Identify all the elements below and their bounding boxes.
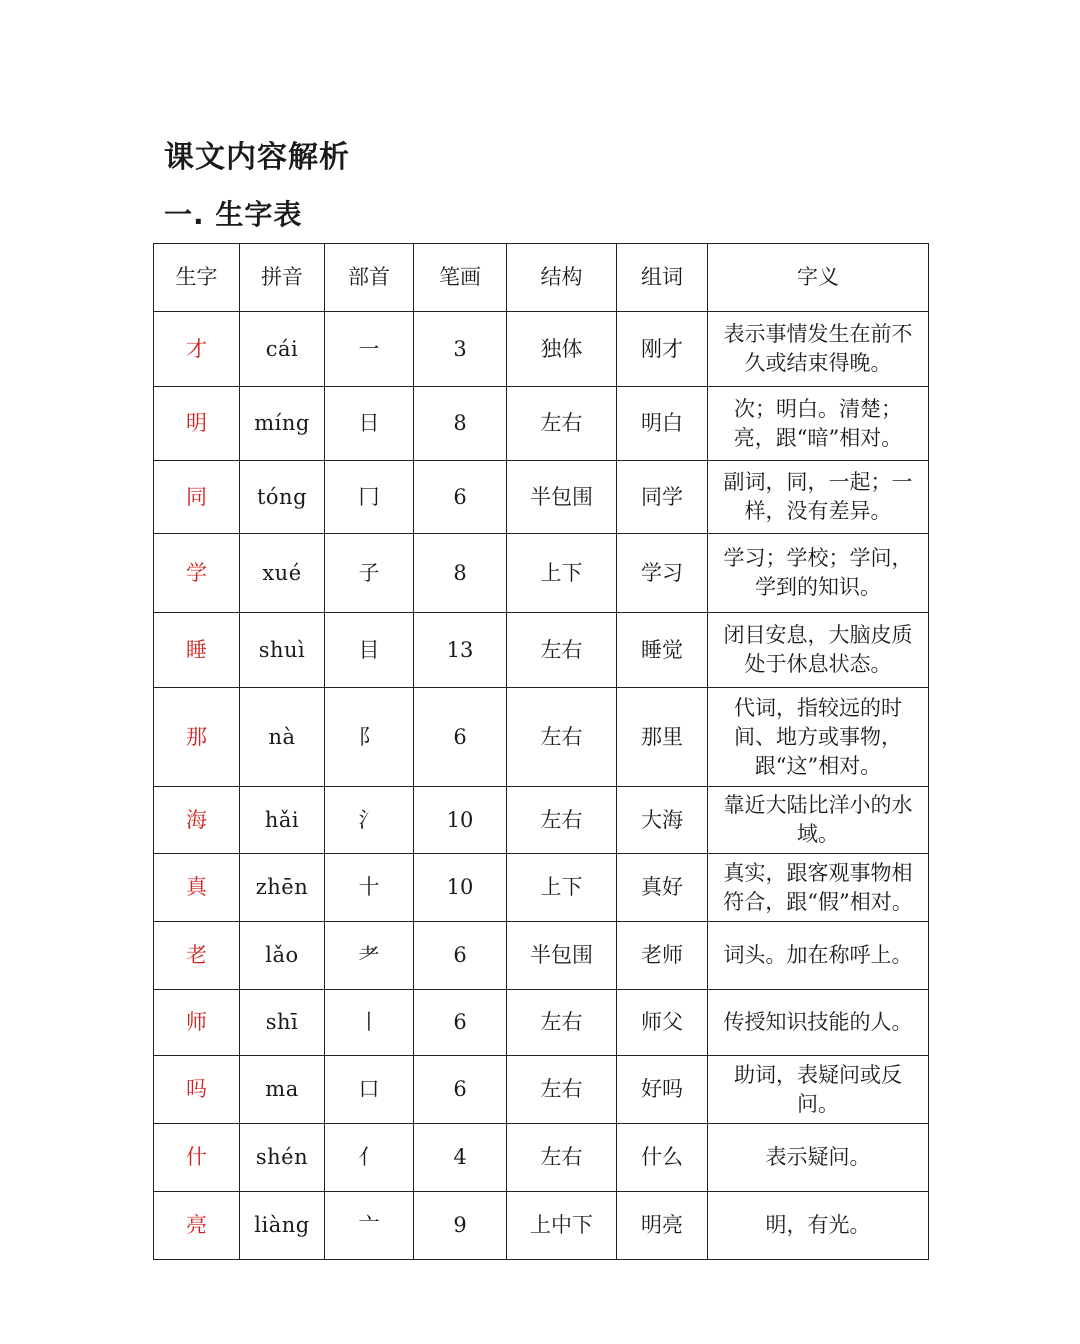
- cell-char: 才: [154, 312, 240, 387]
- cell-meaning: 传授知识技能的人。: [708, 990, 929, 1056]
- cell-pinyin: tóng: [240, 461, 325, 534]
- cell-strokes: 8: [414, 387, 507, 461]
- cell-strokes: 6: [414, 461, 507, 534]
- cell-structure: 左右: [507, 387, 617, 461]
- cell-meaning: 助词，表疑问或反问。: [708, 1056, 929, 1124]
- table-row: [154, 1124, 929, 1192]
- cell-pinyin: shén: [240, 1124, 325, 1192]
- cell-char: 真: [154, 854, 240, 922]
- header-strokes: 笔画: [414, 244, 507, 312]
- cell-strokes: 10: [414, 854, 507, 922]
- cell-char: 师: [154, 990, 240, 1056]
- cell-pinyin: zhēn: [240, 854, 325, 922]
- cell-char: 什: [154, 1124, 240, 1192]
- table-row: [154, 688, 929, 787]
- cell-word: 学习: [617, 534, 708, 613]
- cell-pinyin: shuì: [240, 613, 325, 688]
- cell-char: 吗: [154, 1056, 240, 1124]
- document-title: 课文内容解析: [164, 140, 350, 175]
- cell-meaning: 表示疑问。: [708, 1124, 929, 1192]
- cell-meaning: 明，有光。: [708, 1192, 929, 1260]
- cell-char: 同: [154, 461, 240, 534]
- cell-strokes: 6: [414, 990, 507, 1056]
- cell-char: 那: [154, 688, 240, 787]
- cell-word: 那里: [617, 688, 708, 787]
- header-meaning: 字义: [708, 244, 929, 312]
- cell-strokes: 6: [414, 688, 507, 787]
- cell-char: 学: [154, 534, 240, 613]
- cell-word: 同学: [617, 461, 708, 534]
- cell-pinyin: ma: [240, 1056, 325, 1124]
- cell-word: 老师: [617, 922, 708, 990]
- cell-strokes: 6: [414, 922, 507, 990]
- cell-strokes: 3: [414, 312, 507, 387]
- cell-meaning: 次；明白。清楚；亮，跟“暗”相对。: [708, 387, 929, 461]
- table-row: [154, 1056, 929, 1124]
- cell-char: 海: [154, 787, 240, 854]
- cell-word: 大海: [617, 787, 708, 854]
- cell-strokes: 6: [414, 1056, 507, 1124]
- table-row: [154, 1192, 929, 1260]
- cell-word: 好吗: [617, 1056, 708, 1124]
- table-row: [154, 854, 929, 922]
- header-word: 组词: [617, 244, 708, 312]
- cell-strokes: 4: [414, 1124, 507, 1192]
- cell-pinyin: liàng: [240, 1192, 325, 1260]
- cell-structure: 半包围: [507, 922, 617, 990]
- table-header-row: [154, 244, 929, 312]
- cell-radical: 口: [325, 1056, 414, 1124]
- cell-radical: 目: [325, 613, 414, 688]
- cell-char: 明: [154, 387, 240, 461]
- header-pinyin: 拼音: [240, 244, 325, 312]
- cell-structure: 上下: [507, 534, 617, 613]
- cell-structure: 独体: [507, 312, 617, 387]
- table-row: [154, 387, 929, 461]
- cell-meaning: 代词，指较远的时间、地方或事物，跟“这”相对。: [708, 688, 929, 787]
- cell-meaning: 靠近大陆比洋小的水域。: [708, 787, 929, 854]
- cell-radical: 亻: [325, 1124, 414, 1192]
- cell-radical: 丨: [325, 990, 414, 1056]
- cell-pinyin: nà: [240, 688, 325, 787]
- cell-structure: 左右: [507, 1124, 617, 1192]
- cell-radical: 冂: [325, 461, 414, 534]
- cell-radical: 阝: [325, 688, 414, 787]
- cell-radical: 一: [325, 312, 414, 387]
- header-structure: 结构: [507, 244, 617, 312]
- vocabulary-table: [153, 243, 929, 1260]
- header-radical: 部首: [325, 244, 414, 312]
- cell-radical: 日: [325, 387, 414, 461]
- cell-meaning: 学习；学校；学问，学到的知识。: [708, 534, 929, 613]
- cell-word: 真好: [617, 854, 708, 922]
- cell-char: 亮: [154, 1192, 240, 1260]
- cell-radical: 耂: [325, 922, 414, 990]
- section-title: 一. 生字表: [164, 198, 303, 231]
- cell-structure: 半包围: [507, 461, 617, 534]
- cell-pinyin: xué: [240, 534, 325, 613]
- cell-structure: 左右: [507, 688, 617, 787]
- cell-meaning: 表示事情发生在前不久或结束得晚。: [708, 312, 929, 387]
- cell-word: 什么: [617, 1124, 708, 1192]
- cell-word: 明白: [617, 387, 708, 461]
- cell-radical: 十: [325, 854, 414, 922]
- cell-meaning: 词头。加在称呼上。: [708, 922, 929, 990]
- table-row: [154, 990, 929, 1056]
- cell-strokes: 9: [414, 1192, 507, 1260]
- table-row: [154, 922, 929, 990]
- cell-pinyin: shī: [240, 990, 325, 1056]
- cell-strokes: 10: [414, 787, 507, 854]
- cell-structure: 左右: [507, 787, 617, 854]
- cell-structure: 左右: [507, 1056, 617, 1124]
- cell-word: 睡觉: [617, 613, 708, 688]
- cell-meaning: 副词，同，一起；一样，没有差异。: [708, 461, 929, 534]
- cell-meaning: 闭目安息，大脑皮质处于休息状态。: [708, 613, 929, 688]
- cell-structure: 左右: [507, 990, 617, 1056]
- table-row: [154, 312, 929, 387]
- cell-structure: 左右: [507, 613, 617, 688]
- cell-structure: 上中下: [507, 1192, 617, 1260]
- cell-char: 老: [154, 922, 240, 990]
- table-row: [154, 461, 929, 534]
- cell-radical: 亠: [325, 1192, 414, 1260]
- cell-structure: 上下: [507, 854, 617, 922]
- cell-pinyin: míng: [240, 387, 325, 461]
- cell-word: 师父: [617, 990, 708, 1056]
- cell-strokes: 13: [414, 613, 507, 688]
- table-row: [154, 534, 929, 613]
- cell-radical: 子: [325, 534, 414, 613]
- cell-word: 明亮: [617, 1192, 708, 1260]
- cell-word: 刚才: [617, 312, 708, 387]
- cell-pinyin: lǎo: [240, 922, 325, 990]
- table-row: [154, 787, 929, 854]
- header-char: 生字: [154, 244, 240, 312]
- cell-pinyin: cái: [240, 312, 325, 387]
- table-row: [154, 613, 929, 688]
- cell-pinyin: hǎi: [240, 787, 325, 854]
- cell-meaning: 真实，跟客观事物相符合，跟“假”相对。: [708, 854, 929, 922]
- cell-strokes: 8: [414, 534, 507, 613]
- cell-char: 睡: [154, 613, 240, 688]
- cell-radical: 氵: [325, 787, 414, 854]
